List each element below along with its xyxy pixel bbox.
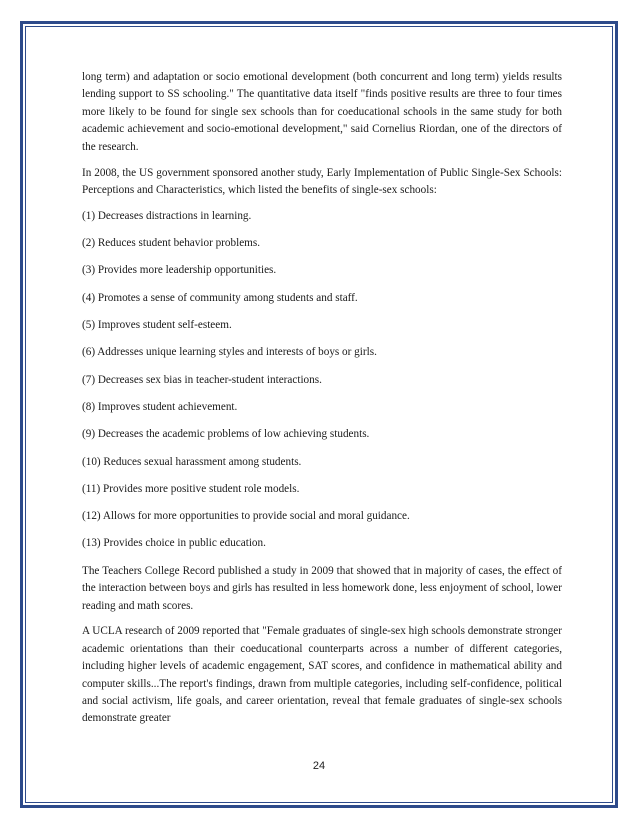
paragraph-teachers-college: The Teachers College Record published a study in 2009 that showed that in majority of cases, the effect of the interaction between boys and girls has resulted in less homework done, less enjoyment of school, lower reading and math scores. [82, 564, 562, 612]
benefits-list [82, 208, 562, 553]
list-item: (5) Improves student self-esteem. [82, 319, 232, 332]
list-item: (9) Decreases the academic problems of low achieving students. [82, 428, 370, 441]
page-number: 24 [312, 760, 326, 772]
list-item: (2) Reduces student behavior problems. [82, 237, 261, 250]
list-item: (3) Provides more leadership opportunities. [82, 264, 277, 277]
list-item: (10) Reduces sexual harassment among students. [82, 455, 302, 468]
list-item: (8) Improves student achievement. [82, 400, 238, 413]
paragraph-riordan: long term) and adaptation or socio emotional development (both concurrent and long term) yields results lending support to SS schooling." The quantitative data itself "finds positive results are three to four times more likely to be found for single sex schools than for coeducational schools in the same study for both academic achievement and socio-emotional development," said Cornelius Riordan, one of the directors of the research. [82, 71, 562, 153]
list-item: (13) Provides choice in public education. [82, 537, 266, 550]
list-item: (1) Decreases distractions in learning. [82, 209, 252, 222]
list-item: (11) Provides more positive student role models. [82, 482, 300, 495]
list-item: (4) Promotes a sense of community among students and staff. [82, 291, 358, 304]
paragraph-2008-study: In 2008, the US government sponsored another study, Early Implementation of Public Single-Sex Schools: Perceptions and Characteristics, which listed the benefits of single-sex schools: [82, 166, 562, 196]
list-item: (12) Allows for more opportunities to provide social and moral guidance. [82, 510, 410, 523]
page-body [82, 69, 562, 736]
paragraph-ucla-research: A UCLA research of 2009 reported that "Female graduates of single-sex high schools demonstrate stronger academic orientations than their coeducational counterparts across a number of different categories, including higher levels of academic engagement, SAT scores, and confidence in mathematical ability and computer skills...The report's findings, drawn from multiple categories, including self-confidence, political and social activism, life goals, and career orientation, reveal that female graduates of single-sex schools demonstrate greater [82, 625, 562, 725]
list-item: (7) Decreases sex bias in teacher-student interactions. [82, 373, 322, 386]
list-item: (6) Addresses unique learning styles and interests of boys or girls. [82, 346, 377, 359]
